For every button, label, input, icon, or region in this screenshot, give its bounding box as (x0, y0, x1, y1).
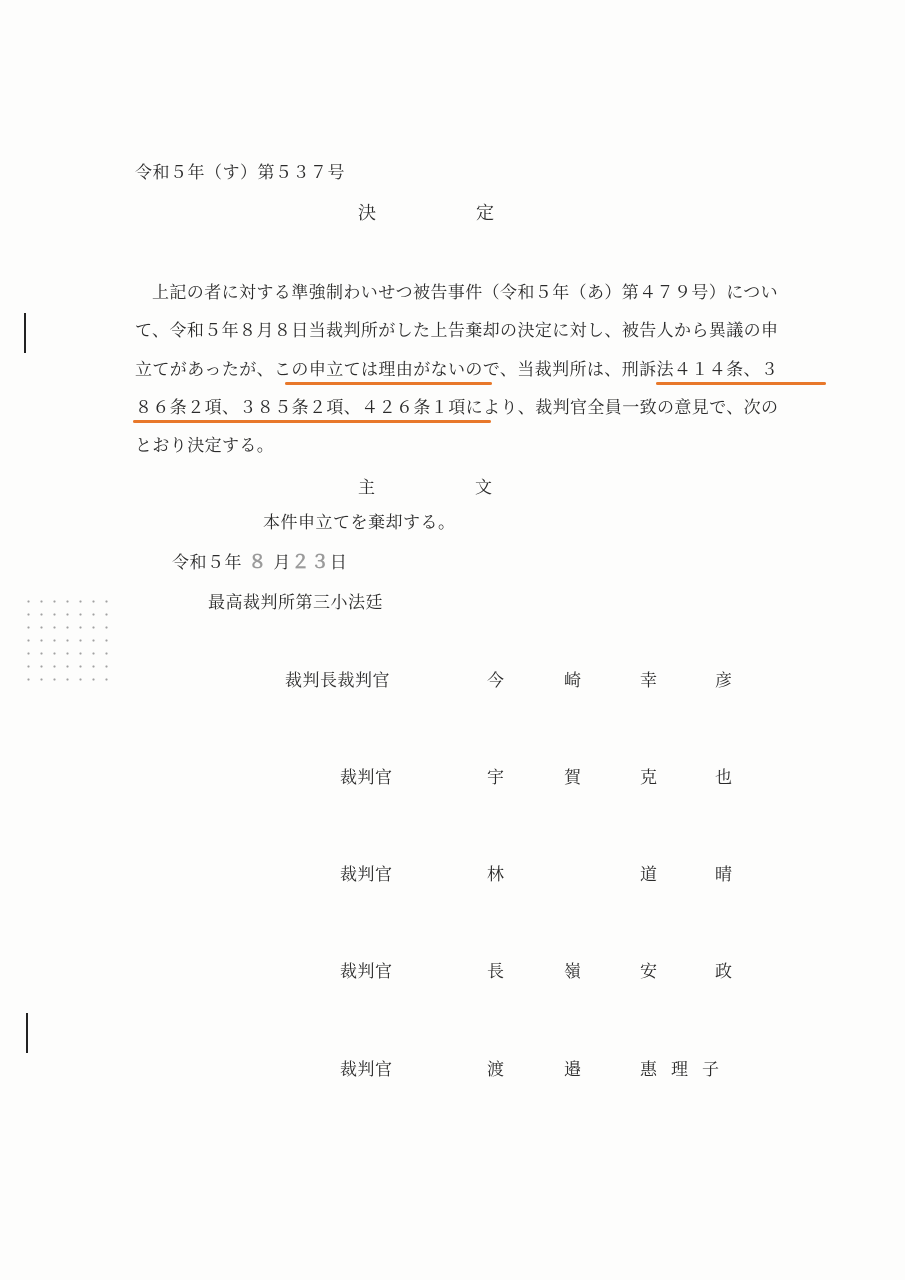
body-line: て、令和５年８月８日当裁判所がした上告棄却の決定に対し、被告人から異議の申 (135, 321, 779, 341)
judge-name-char: 惠理子 (640, 1060, 733, 1080)
judge-name-char: 道 (640, 865, 658, 885)
date-day-unit: 日 (329, 553, 348, 573)
judge-name-char: 幸 (640, 671, 658, 691)
judge-name-char: 今 (487, 671, 505, 691)
court-name: 最高裁判所第三小法廷 (208, 593, 383, 613)
judge-name-char: 也 (715, 768, 733, 788)
judge-name-char: 林 (487, 865, 505, 885)
scan-dot-pattern (22, 595, 112, 690)
case-number: 令和５年（す）第５３７号 (135, 163, 345, 183)
body-line: ８６条２項、３８５条２項、４２６条１項により、裁判官全員一致の意見で、次の (135, 398, 779, 418)
decision-date (172, 553, 347, 572)
document-title: 決定 (358, 203, 594, 224)
date-month: ８ (247, 551, 268, 573)
body-line: 立てがあったが、この申立ては理由がないので、当裁判所は、刑訴法４１４条、３ (135, 360, 779, 380)
judge-role: 裁判官 (340, 865, 393, 885)
date-prefix: 令和５年 (172, 553, 242, 573)
judge-name-char: 克 (640, 768, 658, 788)
date-month-unit: 月 (273, 553, 291, 573)
judge-role: 裁判官 (340, 962, 393, 982)
date-day: ２３ (290, 551, 330, 573)
judge-name-char: 嶺 (564, 962, 582, 982)
body-line: 上記の者に対する準強制わいせつ被告事件（令和５年（あ）第４７９号）につい (152, 283, 779, 303)
judge-name-char: 渡 (487, 1060, 505, 1080)
margin-mark (24, 313, 26, 353)
body-line: とおり決定する。 (135, 436, 275, 456)
judge-name-char: 晴 (715, 865, 733, 885)
judge-name-char: 崎 (564, 671, 582, 691)
judge-name-char: 賀 (564, 768, 582, 788)
main-heading: 主文 (358, 478, 592, 498)
judge-role: 裁判官 (340, 1060, 393, 1080)
judge-name-char: 安 (640, 962, 658, 982)
judge-name-char: 邉 (564, 1060, 582, 1080)
margin-mark (26, 1013, 28, 1053)
judge-name-char: 宇 (487, 768, 505, 788)
judge-name-char: 政 (715, 962, 733, 982)
judge-role: 裁判長裁判官 (285, 671, 390, 691)
highlight-underline (133, 420, 491, 423)
highlight-underline (656, 382, 826, 385)
judge-name-char: 長 (487, 962, 505, 982)
judge-role: 裁判官 (340, 768, 393, 788)
main-text: 本件申立てを棄却する。 (263, 513, 456, 533)
judge-name-char: 彦 (715, 671, 733, 691)
highlight-underline (285, 382, 492, 385)
